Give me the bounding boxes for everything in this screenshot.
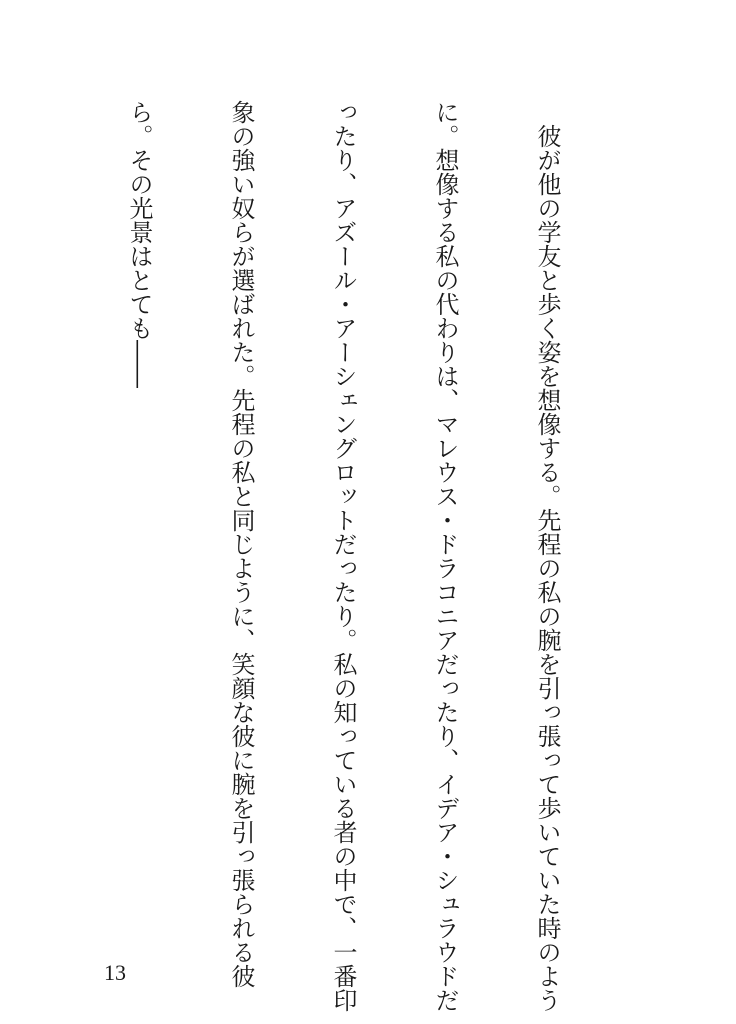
text-line: 象の強い奴らが選ばれた。先程の私と同じように、笑顔な彼に腕を引っ張られる彼 (227, 100, 255, 988)
page-number: 13 (104, 960, 126, 985)
text-line: 彼が他の学友と歩く姿を想像する。先程の私の腕を引っ張って歩いていた時のよう (533, 100, 561, 1012)
text-line: に。想像する私の代わりは、マレウス・ドラコニアだったり、イデア・シュラウドだ (431, 100, 459, 1012)
text-line: ったり、アズール・アーシェングロットだったり。私の知っている者の中で、一番印 (329, 100, 357, 1012)
text-line: ら。その光景はとても―― (125, 100, 153, 388)
